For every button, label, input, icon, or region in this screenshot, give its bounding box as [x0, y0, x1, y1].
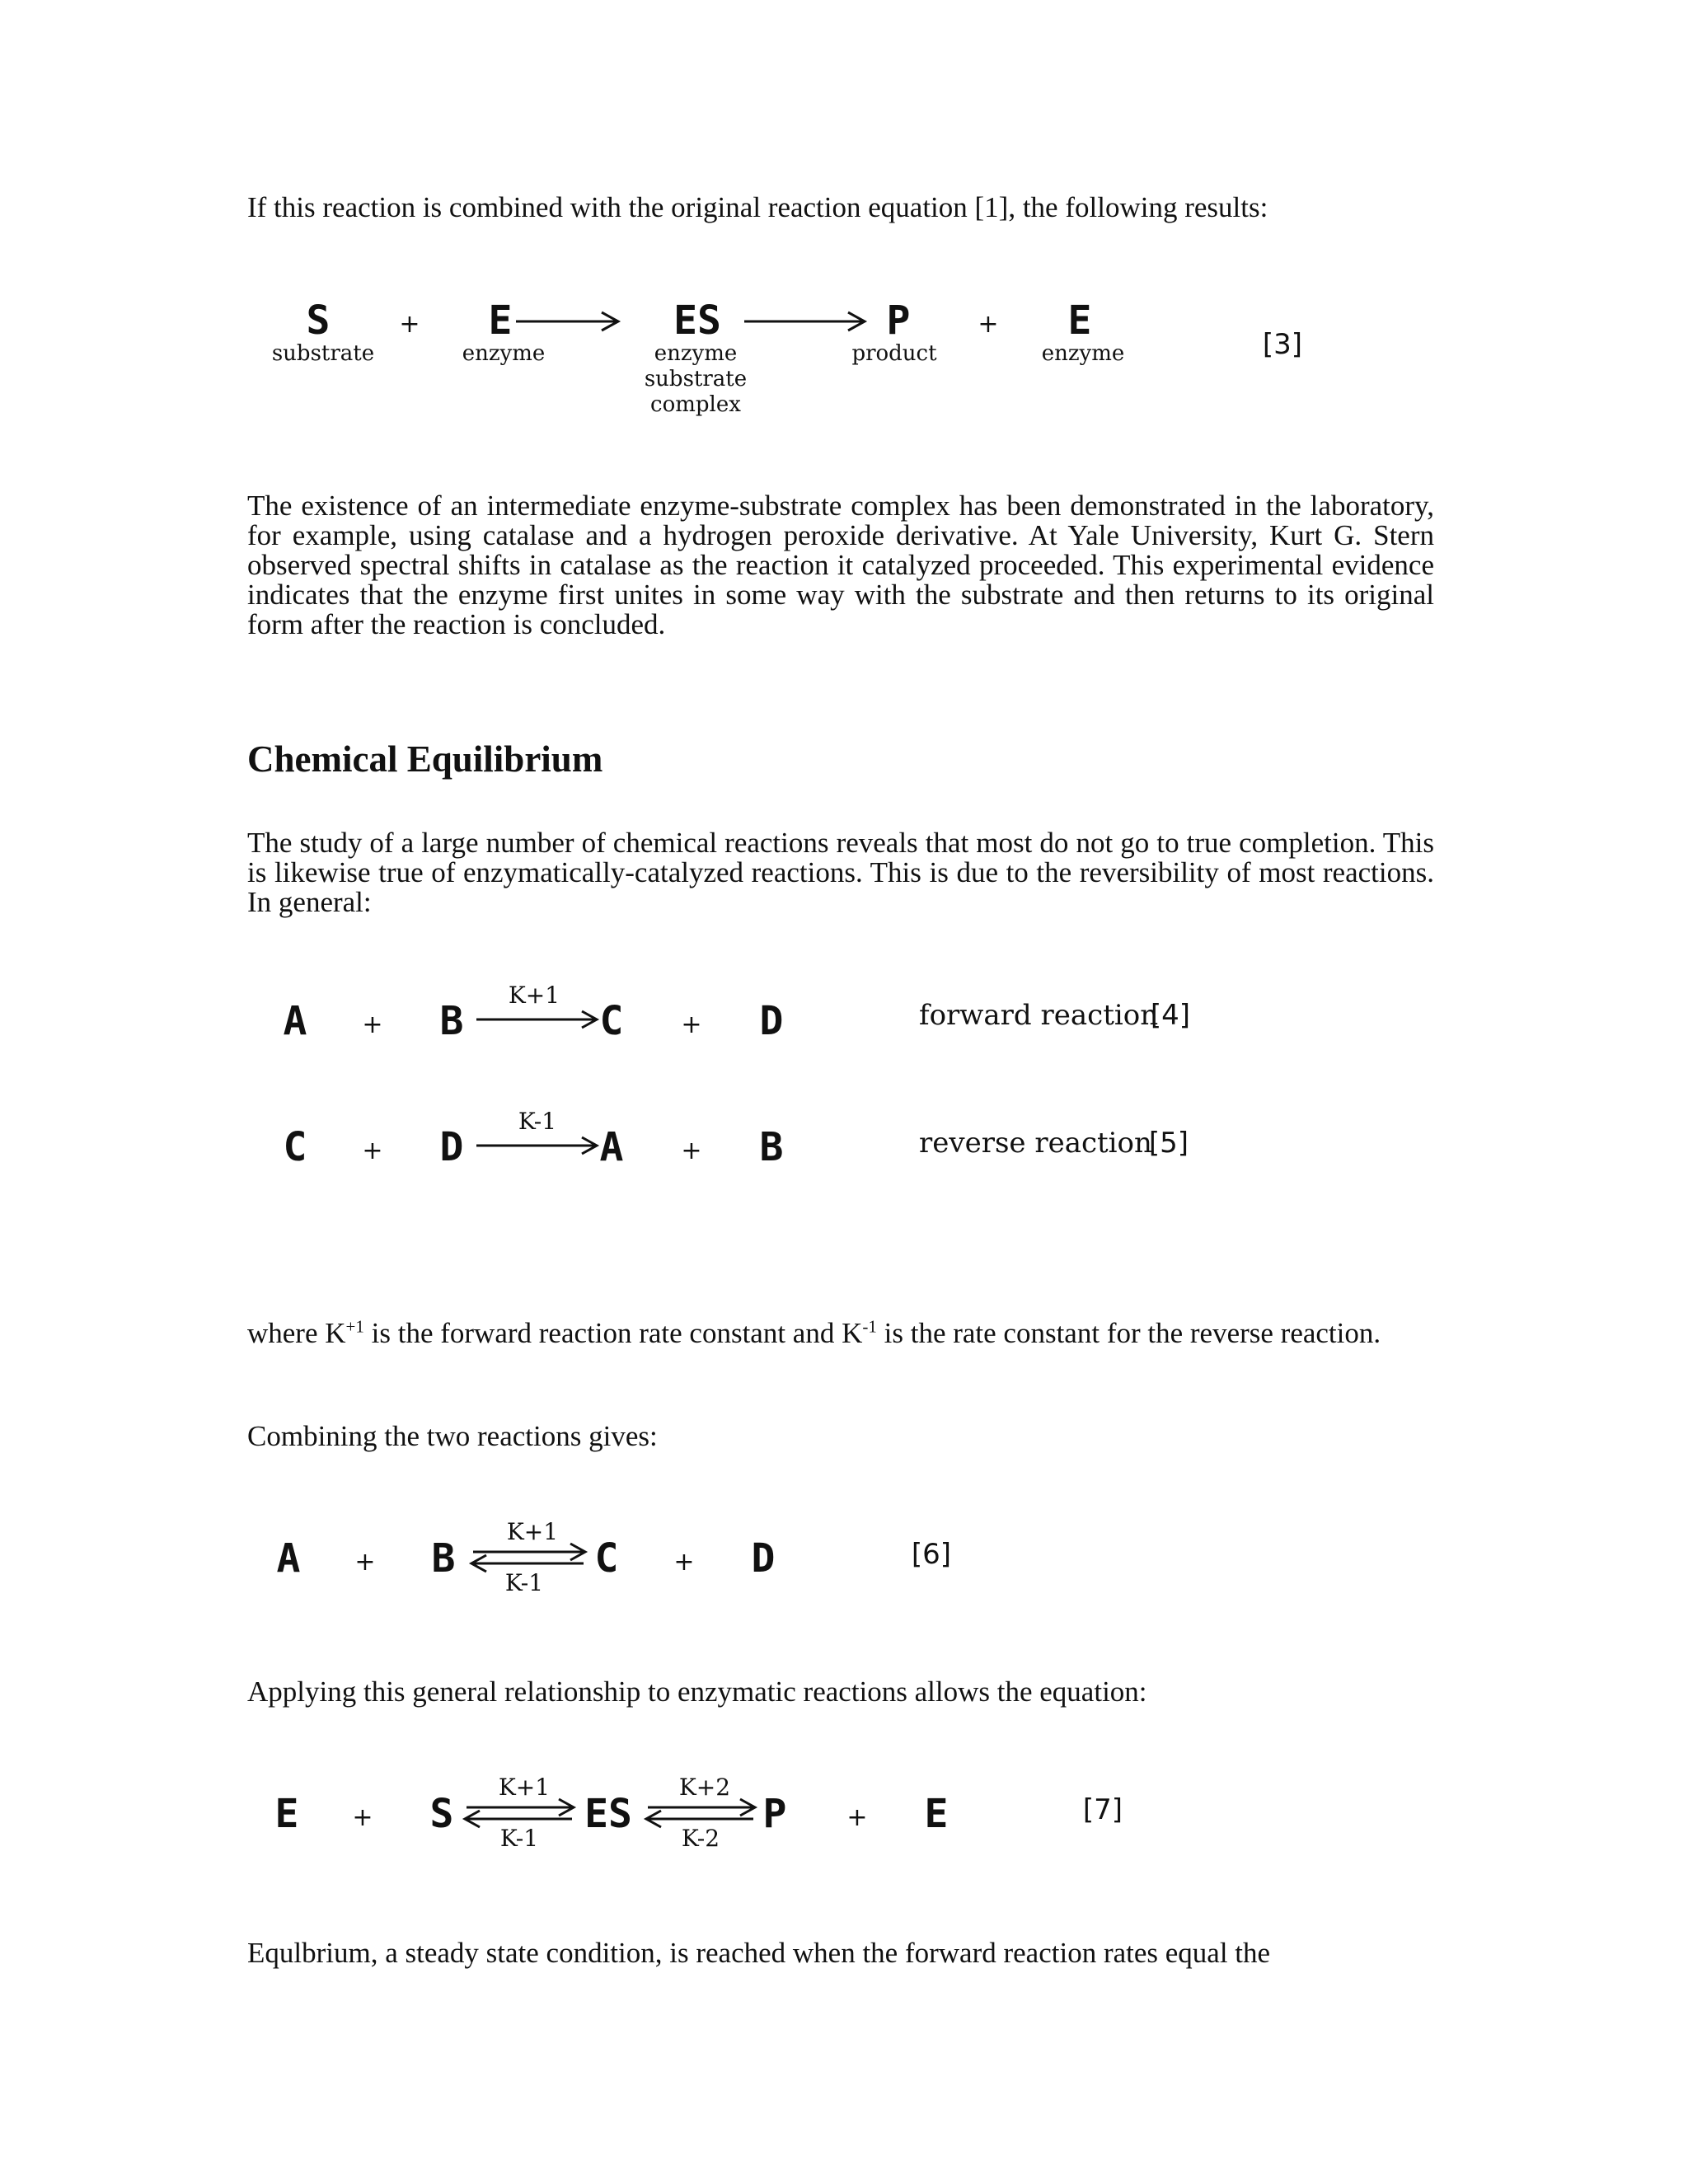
eq5-plus-1: +: [362, 1137, 383, 1165]
eq6-d: D: [751, 1535, 776, 1582]
where-text-1: where K: [247, 1317, 346, 1349]
eq5-c: A: [599, 1124, 624, 1170]
eq4-label: forward reaction: [919, 999, 1159, 1032]
eq4-b: B: [439, 998, 464, 1044]
eq5-rate-constant: K-1: [518, 1108, 557, 1135]
eq6-forward-constant: K+1: [506, 1518, 559, 1545]
equation-7: [0, 1776, 1688, 1867]
eq7-k2-reverse: K-2: [681, 1825, 720, 1852]
where-superscript-1: +1: [345, 1316, 364, 1337]
equation-3: [0, 293, 1688, 441]
eq3-plus-2: +: [978, 310, 999, 339]
eq4-plus-2: +: [681, 1010, 702, 1039]
eq3-substrate-symbol: S: [306, 298, 331, 344]
eq4-number: [4]: [1150, 999, 1191, 1032]
eq5-d: B: [759, 1124, 784, 1170]
eq7-k1-reverse: K-1: [499, 1825, 539, 1852]
eq6-a: A: [276, 1535, 301, 1582]
study-paragraph: The study of a large number of chemical reactions reveals that most do not go to true completion. This is likewise true of enzymatically-catalyzed reactions. This is due to the reversibility of most reactions. In general:: [247, 827, 1434, 918]
eq7-es: ES: [584, 1791, 632, 1837]
equation-4: [0, 982, 1688, 1059]
eq5-label: reverse reaction: [919, 1127, 1152, 1160]
equation-5: [0, 1108, 1688, 1185]
existence-paragraph: The existence of an intermediate enzyme-substrate complex has been demonstrated in the laboratory, for example, using catalase and a hydrogen peroxide derivative. At Yale University, Kurt G. Stern observed spectral shifts in catalase as the reaction it catalyzed proceeded. This experimental evidence indicates that the enzyme first unites in some way with the substrate and then returns to its original form after the reaction is concluded.: [247, 490, 1434, 640]
eq3-es-label-1: enzyme: [654, 341, 738, 366]
eq5-b: D: [439, 1124, 464, 1170]
where-superscript-2: -1: [862, 1316, 877, 1337]
eq5-a: C: [283, 1124, 307, 1170]
eq7-e: E: [274, 1791, 299, 1837]
eq3-enzyme2-symbol: E: [1067, 298, 1092, 344]
eq3-product-symbol: P: [886, 298, 911, 344]
eq7-e2: E: [924, 1791, 949, 1837]
eq3-es-label-3: complex: [650, 392, 741, 417]
eq5-plus-2: +: [681, 1137, 702, 1165]
where-text-3: is the rate constant for the reverse reaction.: [876, 1317, 1381, 1349]
eq4-rate-constant: K+1: [508, 982, 560, 1009]
eq4-plus-1: +: [362, 1010, 383, 1039]
eq7-s: S: [429, 1791, 454, 1837]
eq6-c: C: [594, 1535, 619, 1582]
eq3-product-label: product: [851, 341, 937, 366]
eq3-number: [3]: [1262, 328, 1303, 361]
eq3-es-symbol: ES: [673, 298, 721, 344]
where-text-2: is the forward reaction rate constant and K: [363, 1317, 863, 1349]
eq6-number: [6]: [911, 1538, 952, 1571]
eq4-a: A: [283, 998, 307, 1044]
eq7-k2-forward: K+2: [678, 1774, 731, 1801]
eq4-c: C: [599, 998, 624, 1044]
eq7-number: [7]: [1082, 1793, 1123, 1826]
eq3-enzyme-symbol: E: [488, 298, 513, 344]
eq3-enzyme2-label: enzyme: [1041, 341, 1125, 366]
eq6-reverse-constant: K-1: [504, 1569, 544, 1596]
eq3-enzyme-label: enzyme: [462, 341, 546, 366]
equilibrium-paragraph: Equlbrium, a steady state condition, is reached when the forward reaction rates equal the: [247, 1937, 1271, 1969]
applying-paragraph: Applying this general relationship to enzymatic reactions allows the equation:: [247, 1675, 1147, 1708]
eq5-number: [5]: [1148, 1127, 1189, 1160]
where-paragraph: [247, 1316, 1434, 1349]
eq3-plus-1: +: [399, 310, 420, 339]
eq6-b: B: [431, 1535, 456, 1582]
intro-paragraph: If this reaction is combined with the original reaction equation [1], the following results:: [247, 191, 1268, 223]
eq7-plus-1: +: [352, 1803, 373, 1832]
section-heading: Chemical Equilibrium: [247, 738, 603, 780]
eq3-es-label-2: substrate: [644, 367, 748, 391]
combining-paragraph: Combining the two reactions gives:: [247, 1420, 658, 1452]
eq7-p: P: [762, 1791, 787, 1837]
eq7-plus-2: +: [846, 1803, 868, 1832]
eq6-plus-1: +: [354, 1548, 376, 1577]
eq3-substrate-label: substrate: [271, 341, 375, 366]
eq4-d: D: [759, 998, 784, 1044]
eq7-k1-forward: K+1: [498, 1774, 551, 1801]
eq6-plus-2: +: [673, 1548, 695, 1577]
equation-6: [0, 1518, 1688, 1611]
